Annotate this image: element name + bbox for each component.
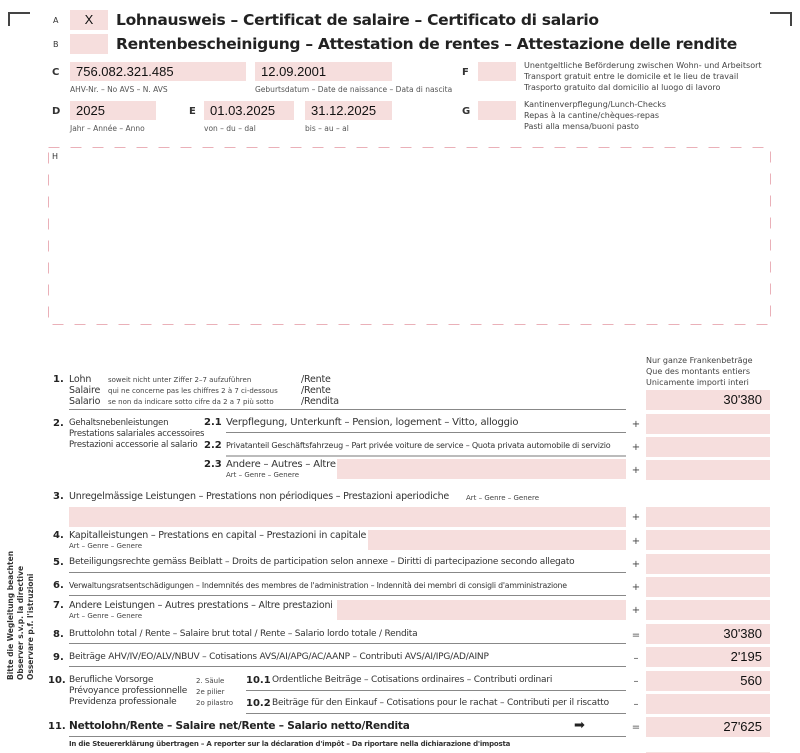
row-6-operator: + — [631, 582, 641, 593]
label-c: C — [52, 67, 60, 78]
row-2-3-text: Andere – Autres – Altre — [226, 459, 336, 470]
row-2-label-de: Gehaltsnebenleistungen — [69, 418, 169, 428]
row-2-1-underline — [226, 432, 626, 433]
row-5-underline — [69, 572, 626, 573]
row-5-operator: + — [631, 559, 641, 570]
row-6-text: Verwaltungsratsentschädigungen – Indemnités des membres de l'administration – Indennità dei membri di consigli d'amministrazione — [69, 581, 567, 590]
row-4-sub: Art – Genre – Genere — [69, 542, 143, 550]
row-3-number: 3. — [53, 491, 64, 502]
row-7-number: 7. — [53, 600, 64, 611]
form-title-rentenbescheinigung: Rentenbescheinigung – Attestation de rentes – Attestazione delle rendite — [116, 35, 737, 53]
row-10-1-text: Ordentliche Beiträge – Cotisations ordinaires – Contributi ordinari — [272, 675, 553, 685]
row-6-underline — [69, 595, 626, 596]
row-5-number: 5. — [53, 557, 64, 568]
row-9-underline — [69, 666, 626, 667]
row-3-sub: Art – Genre – Genere — [466, 494, 540, 502]
row-2-number: 2. — [53, 418, 64, 429]
row-3-operator: + — [631, 512, 641, 523]
row-2-2-operator: + — [631, 442, 641, 453]
row-1-label-it: Salario — [69, 396, 101, 407]
row-1-suffix-de: /Rente — [301, 374, 331, 385]
row-2-1-number: 2.1 — [204, 417, 222, 428]
label-a: A — [53, 16, 59, 25]
row-9-number: 9. — [53, 652, 64, 663]
checkbox-value-a: X — [84, 12, 94, 27]
row-2-3-sub: Art – Genre – Genere — [226, 471, 300, 479]
row-10-number: 10. — [48, 675, 66, 686]
row-1-suffix-fr: /Rente — [301, 385, 331, 396]
amount-header-line-2: Que des montants entiers — [646, 367, 750, 376]
row-2-3-number: 2.3 — [204, 459, 222, 470]
row-1-note-it: se non da indicare sotto cifre da 2 a 7 più sotto — [108, 398, 274, 406]
free-transport-line-1: Unentgeltliche Beförderung zwischen Wohn- und Arbeitsort — [524, 61, 762, 70]
row-4-text: Kapitalleistungen – Prestations en capital – Prestazioni in capitale — [69, 530, 367, 541]
canteen-line-1: Kantinenverpflegung/Lunch-Checks — [524, 100, 667, 109]
period-from-label: von – du – dal — [204, 124, 256, 133]
label-g: G — [462, 106, 471, 117]
label-d: D — [52, 106, 61, 117]
side-note-line-3: Osservare p.f. l'istruzioni — [26, 573, 35, 680]
row-2-3-amount[interactable] — [646, 460, 770, 480]
row-9-amount[interactable]: 2'195 — [646, 647, 770, 667]
birth-date-field[interactable] — [255, 62, 392, 81]
row-8-operator: = — [631, 630, 641, 641]
row-4-type-field[interactable] — [368, 530, 626, 550]
arrow-right-icon: ➡ — [574, 718, 585, 733]
row-6-amount[interactable] — [646, 577, 770, 597]
row-7-type-field[interactable] — [337, 600, 626, 620]
row-10-pillar-it: 2o pilastro — [196, 699, 233, 707]
ahv-number-field[interactable] — [70, 62, 246, 81]
row-8-number: 8. — [53, 629, 64, 640]
row-10-2-operator: – — [633, 699, 639, 710]
corner-mark-right — [770, 12, 792, 26]
row-7-text: Andere Leistungen – Autres prestations – Altre prestazioni — [69, 600, 333, 611]
row-2-1-amount[interactable] — [646, 414, 770, 434]
row-7-amount[interactable] — [646, 600, 770, 620]
row-10-2-underline — [246, 713, 626, 714]
period-from-value: 01.03.2025 — [210, 103, 276, 118]
row-10-2-text: Beiträge für den Einkauf – Cotisations pour le rachat – Contributi per il riscatto — [272, 698, 609, 708]
employer-box[interactable] — [48, 147, 772, 327]
row-7-sub: Art – Genre – Genere — [69, 612, 143, 620]
free-transport-line-2: Transport gratuit entre le domicile et le lieu de travail — [524, 72, 739, 81]
row-10-1-number: 10.1 — [246, 675, 271, 686]
row-8-underline — [69, 643, 626, 644]
row-2-2-underline — [226, 455, 626, 457]
row-3-text: Unregelmässige Leistungen – Prestations non périodiques – Prestazioni aperiodiche — [69, 491, 450, 502]
row-2-2-amount[interactable] — [646, 437, 770, 457]
side-note-line-1: Bitte die Wegleitung beachten — [6, 550, 15, 680]
row-8-text: Bruttolohn total / Rente – Salaire brut total / Rente – Salario lordo totale / Rendita — [69, 629, 418, 639]
row-1-amount[interactable]: 30'380 — [646, 390, 770, 410]
row-9-operator: – — [633, 653, 639, 664]
year-label: Jahr – Année – Anno — [70, 124, 145, 133]
side-note-line-2: Observer s.v.p. la directive — [16, 565, 25, 680]
amount-header-line-1: Nur ganze Frankenbeträge — [646, 356, 753, 365]
row-1-note-fr: qui ne concerne pas les chiffres 2 à 7 ci-dessous — [108, 387, 278, 395]
row-1-label-de: Lohn — [69, 374, 92, 385]
row-10-1-amount[interactable]: 560 — [646, 671, 770, 691]
free-transport-checkbox[interactable] — [478, 62, 516, 81]
label-b: B — [53, 40, 59, 49]
row-7-operator: + — [631, 605, 641, 616]
canteen-line-3: Pasti alla mensa/buoni pasto — [524, 122, 639, 131]
period-to-field[interactable] — [305, 101, 392, 120]
row-2-label-it: Prestazioni accessorie al salario — [69, 440, 198, 450]
row-2-label-fr: Prestations salariales accessoires — [69, 429, 205, 439]
ahv-number-label: AHV-Nr. – No AVS – N. AVS — [70, 85, 168, 94]
row-11-number: 11. — [48, 721, 66, 732]
row-4-amount[interactable] — [646, 530, 770, 550]
row-5-text: Beteiligungsrechte gemäss Beiblatt – Droits de participation selon annexe – Diritti di partecipazione secondo allegato — [69, 557, 575, 567]
row-10-1-underline — [246, 690, 626, 691]
row-2-2-number: 2.2 — [204, 440, 222, 451]
row-1-suffix-it: /Rendita — [301, 396, 339, 407]
birth-date-value: 12.09.2001 — [261, 64, 327, 79]
row-4-number: 4. — [53, 530, 64, 541]
birth-date-label: Geburtsdatum – Date de naissance – Data di nascita — [255, 85, 453, 94]
form-title-lohnausweis: Lohnausweis – Certificat de salaire – Certificato di salario — [116, 11, 599, 29]
row-10-label-de: Berufliche Vorsorge — [69, 675, 154, 685]
row-2-2-text: Privatanteil Geschäftsfahrzeug – Part privée voiture de service – Quota privata automobile di servizio — [226, 441, 611, 450]
period-to-value: 31.12.2025 — [311, 103, 377, 118]
label-h: H — [52, 152, 59, 161]
row-11-operator: = — [631, 722, 641, 733]
row-2-3-type-field[interactable] — [337, 459, 626, 479]
row-11-amount[interactable]: 27'625 — [646, 717, 770, 737]
row-3-amount[interactable] — [646, 507, 770, 527]
canteen-line-2: Repas à la cantine/chèques-repas — [524, 111, 660, 120]
year-field[interactable] — [70, 101, 156, 120]
row-1-number: 1. — [53, 374, 64, 385]
rentenbescheinigung-checkbox[interactable] — [70, 34, 108, 54]
row-10-1-operator: – — [633, 676, 639, 687]
row-10-label-it: Previdenza professionale — [69, 697, 177, 707]
row-11-underline — [69, 736, 626, 737]
row-1-underline — [69, 409, 626, 410]
row-2-3-operator: + — [631, 465, 641, 476]
lohnausweis-checkbox[interactable] — [70, 10, 108, 30]
period-to-label: bis – au – al — [305, 124, 349, 133]
row-10-pillar-de: 2. Säule — [196, 677, 225, 685]
amount-header-line-3: Unicamente importi interi — [646, 378, 749, 387]
row-6-number: 6. — [53, 580, 64, 591]
corner-mark-left — [8, 12, 30, 26]
row-11-text: Nettolohn/Rente – Salaire net/Rente – Salario netto/Rendita — [69, 720, 410, 732]
side-note — [6, 500, 36, 680]
row-2-1-operator: + — [631, 419, 641, 430]
canteen-checkbox[interactable] — [478, 101, 516, 120]
row-8-amount[interactable]: 30'380 — [646, 624, 770, 644]
year-value: 2025 — [76, 103, 105, 118]
label-e: E — [189, 106, 196, 117]
ahv-number-value: 756.082.321.485 — [76, 64, 174, 79]
free-transport-line-3: Trasporto gratuito dal domicilio al luogo di lavoro — [524, 83, 721, 92]
row-3-type-field[interactable] — [69, 507, 626, 527]
row-1-note-de: soweit nicht unter Ziffer 2–7 aufzuführen — [108, 376, 252, 384]
row-10-pillar-fr: 2e pilier — [196, 688, 225, 696]
period-from-field[interactable] — [204, 101, 294, 120]
row-1-label-fr: Salaire — [69, 385, 101, 396]
row-11-note: In die Steuererklärung übertragen – A reporter sur la déclaration d'impôt – Da riportare nella dichiarazione d'imposta — [69, 740, 511, 748]
row-10-label-fr: Prévoyance professionnelle — [69, 686, 188, 696]
row-10-2-number: 10.2 — [246, 698, 271, 709]
row-10-2-amount[interactable] — [646, 694, 770, 714]
row-5-amount[interactable] — [646, 554, 770, 574]
label-f: F — [462, 67, 469, 78]
row-4-operator: + — [631, 536, 641, 547]
row-9-text: Beiträge AHV/IV/EO/ALV/NBUV – Cotisations AVS/AI/APG/AC/AANP – Contributi AVS/AI/IPG/AD/AINP — [69, 652, 489, 662]
row-2-1-text: Verpflegung, Unterkunft – Pension, logement – Vitto, alloggio — [226, 417, 519, 428]
